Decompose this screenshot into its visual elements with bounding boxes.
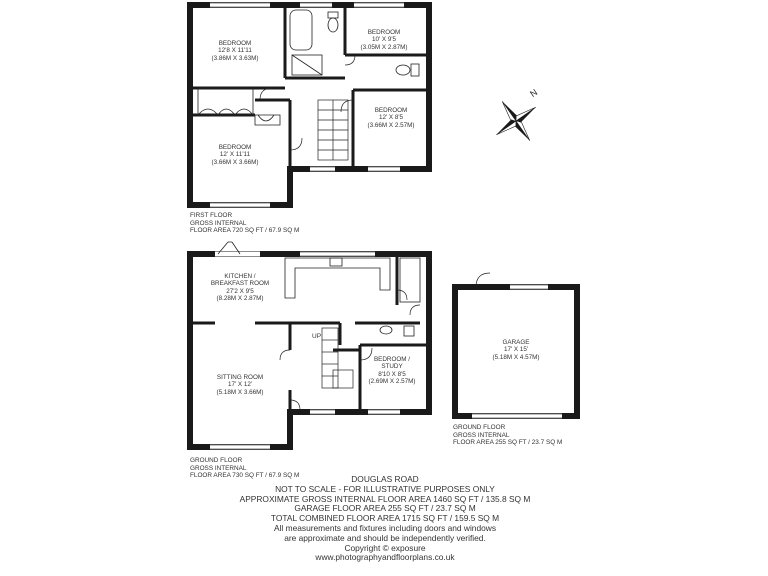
stair-up-label: UP (312, 333, 322, 340)
measurement-disclaimer-1: All measurements and fixtures including doors and windows (273, 522, 497, 533)
copyright: Copyright © exposure (344, 542, 426, 553)
room-label-garage: GARAGE 17' X 15' (5.18M X 4.57M) (492, 339, 540, 361)
room-label-bedroom-3: BEDROOM 12' X 8'5 (3.66M X 2.57M) (367, 107, 415, 129)
total-floor-area: TOTAL COMBINED FLOOR AREA 1715 SQ FT / 159.5 SQ M (270, 513, 500, 524)
room-label-kitchen: KITCHEN / BREAKFAST ROOM 27'2 X 9'5 (8.28M X 2.87M) (210, 273, 270, 303)
first-floor-area-note: FIRST FLOOR GROSS INTERNAL FLOOR AREA 720 SQ FT / 67.9 SQ M (190, 212, 300, 235)
measurement-disclaimer-2: are approximate and should be independently verified. (284, 532, 486, 543)
room-label-sitting-room: SITTING ROOM 17' X 12' (5.18M X 3.66M) (216, 374, 264, 396)
room-label-study: BEDROOM / STUDY 8'10 X 8'5 (2.69M X 2.57M) (368, 356, 416, 386)
room-label-bedroom-4: BEDROOM 12' X 11'11 (3.66M X 3.66M) (211, 144, 259, 166)
property-name: DOUGLAS ROAD (351, 474, 419, 484)
gross-internal-area: APPROXIMATE GROSS INTERNAL FLOOR AREA 1460 SQ FT / 135.8 SQ M (239, 493, 531, 504)
website: www.photographyandfloorplans.co.uk (315, 552, 455, 563)
garage-area-note: GROUND FLOOR GROSS INTERNAL FLOOR AREA 255 SQ FT / 23.7 SQ M (453, 424, 563, 447)
garage-floor-area: GARAGE FLOOR AREA 255 SQ FT / 23.7 SQ M (294, 503, 476, 514)
room-label-bedroom-1: BEDROOM 12'8 X 11'11 (3.86M X 3.63M) (211, 40, 259, 62)
scale-disclaimer: NOT TO SCALE - FOR ILLUSTRATIVE PURPOSES ONLY (275, 483, 495, 494)
room-label-bedroom-2: BEDROOM 10' X 9'5 (3.05M X 2.87M) (360, 29, 408, 51)
ground-floor-area-note: GROUND FLOOR GROSS INTERNAL FLOOR AREA 730 SQ FT / 67.9 SQ M (190, 457, 300, 480)
plan-footer (150, 475, 620, 563)
compass-north-label: N (528, 87, 540, 99)
compass-rose (483, 88, 550, 155)
